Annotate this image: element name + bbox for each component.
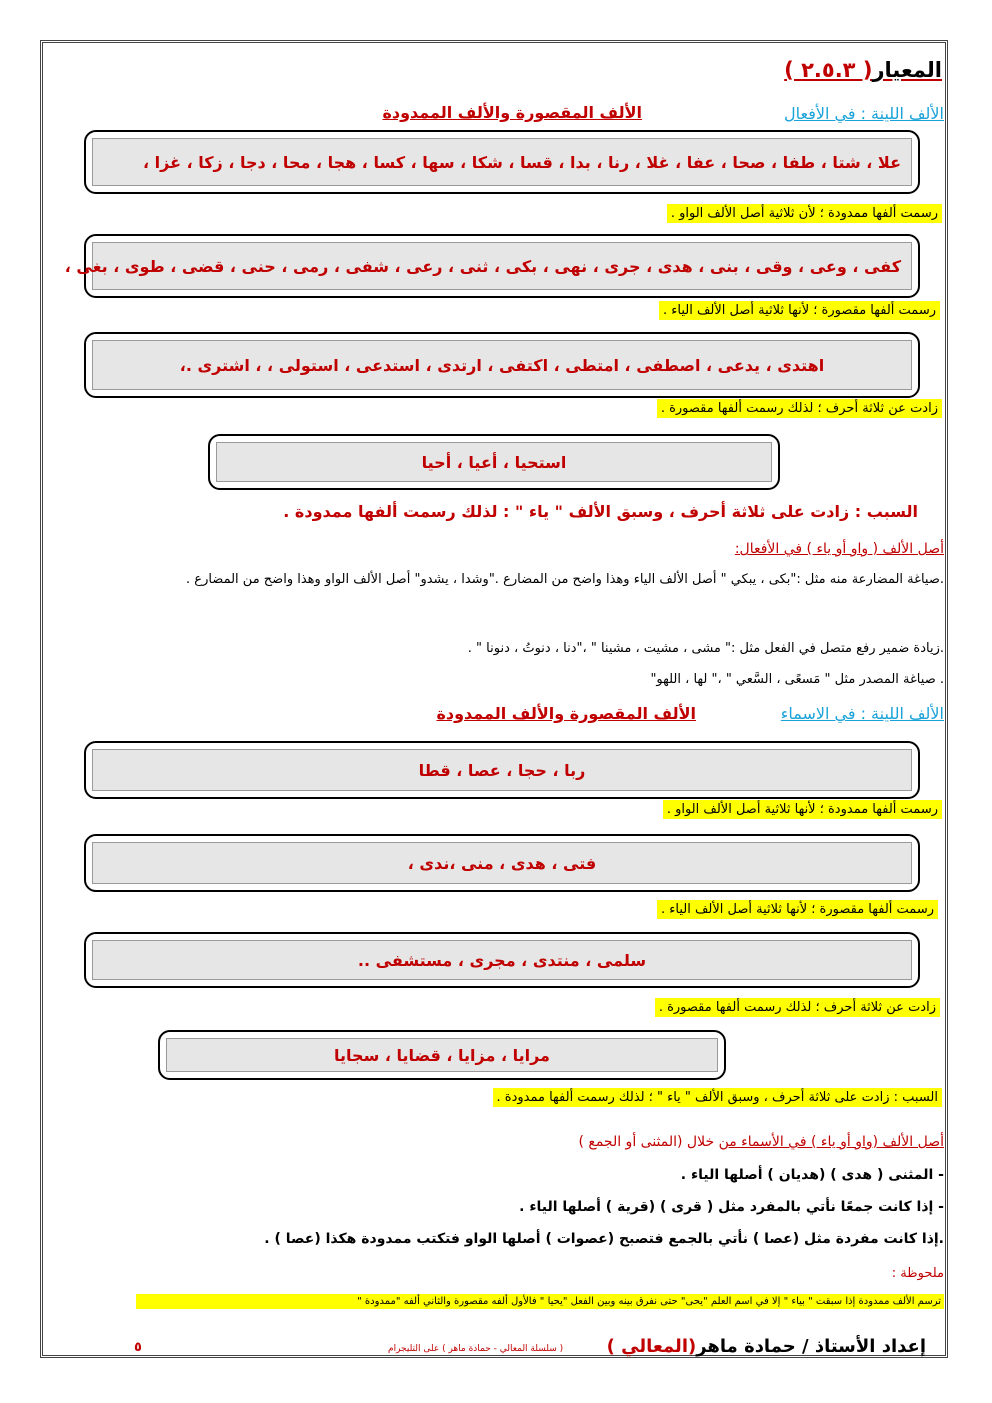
origin-nouns-heading-row	[578, 1134, 944, 1150]
verbs-note-long: زادت عن ثلاثة أحرف ؛ لذلك رسمت ألفها مقصورة .	[657, 399, 942, 418]
verbs-box-long	[84, 332, 920, 398]
verbs-box-yaa-text: كفى ، وعى ، وقى ، بنى ، هدى ، جرى ، نهى ، بكى ، ثنى ، رعى ، شفى ، رمى ، حنى ، قضى ، طوى ، بغى ،	[92, 242, 912, 290]
origin-nouns-line1: - المثنى ( هدى ) (هديان ) أصلها الياء .	[680, 1167, 944, 1183]
verbs-box-yaa	[64, 234, 920, 298]
nouns-note-waw: رسمت ألفها ممدودة ؛ لأنها ثلاثية أصل الألف الواو .	[663, 800, 942, 819]
nouns-box-long	[84, 932, 920, 988]
origin-nouns-heading: أصل الألف (واو أو ياء ) في الأسماء من	[718, 1134, 944, 1150]
nouns-box-yaa-text: فتى ، هدى ، منى ،ندى ،	[92, 842, 912, 884]
verbs-note-yaa: رسمت ألفها مقصورة ؛ لأنها ثلاثية أصل الألف الياء .	[659, 301, 940, 320]
footer-prepared-by: إعداد الأستاذ / حمادة ماهر	[696, 1336, 926, 1357]
page-number: ٥	[134, 1340, 142, 1355]
verbs-note-waw: رسمت ألفها ممدودة ؛ لأن ثلاثية أصل الألف الواو .	[667, 204, 942, 223]
nouns-reason: السبب : زادت على ثلاثة أحرف ، وسبق الألف " ياء " ؛ لذلك رسمت ألفها ممدودة .	[493, 1088, 943, 1107]
origin-nouns-line2: - إذا كانت جمعًا نأتي بالمفرد مثل ( قرى ) (قرية ) أصلها الياء .	[519, 1199, 944, 1215]
origin-verbs-line1: .صياغة المضارعة منه مثل :"بكى ، يبكي " أصل الألف الياء وهذا واضح من المضارع ."وشدا ، يشدو" أصل الألف الواو وهذا واضح من المضارع .	[186, 572, 944, 587]
origin-verbs-line3: . صياغة المصدر مثل " مَسعًى ، السَّعي " ،" لها ، اللهو"	[650, 672, 944, 687]
nouns-box-long-text: سلمى ، منتدى ، مجرى ، مستشفى ..	[92, 940, 912, 980]
page-title	[784, 58, 942, 82]
verbs-box-long-text: اهتدى ، يدعى ، اصطفى ، امتطى ، اكتفى ، ارتدى ، استدعى ، استولى ، ، اشترى .،	[92, 340, 912, 390]
nouns-box-yaa	[84, 834, 920, 892]
remark-label: ملحوظة :	[891, 1266, 944, 1281]
origin-verbs-line2: .زيادة ضمير رفع متصل في الفعل مثل :" مشى ، مشيت ، مشينا " ،"دنا ، دنوتُ ، دنونا " .	[467, 641, 944, 656]
verbs-box-yaa-mamduda	[208, 434, 780, 490]
verbs-box-waw-text: علا ، شتا ، طفا ، صحا ، عفا ، غلا ، رنا ، بدا ، قسا ، شكا ، سها ، كسا ، هجا ، محا ، دجا ، زكا ، غزا ،	[92, 138, 912, 186]
verbs-box-yaa-mamduda-text: استحيا ، أعيا ، أحيا	[216, 442, 772, 482]
nouns-note-long: زادت عن ثلاثة أحرف ؛ لذلك رسمت ألفها مقصورة .	[655, 998, 940, 1017]
footer-nickname: (المعالي )	[606, 1336, 697, 1357]
verbs-reason: السبب : زادت على ثلاثة أحرف ، وسبق الألف " ياء " : لذلك رسمت ألفها ممدودة .	[283, 502, 918, 521]
nouns-box-yaa-mamduda-text: مرايا ، مزايا ، قضايا ، سجايا	[166, 1038, 718, 1072]
remark-text: ترسم الألف ممدودة إذا سبقت " بياء " إلا في اسم العلم "يحى" حتى نفرق بينه وبين الفعل "يحيا " فالأول ألفه مقصورة والثاني ألفه "ممدودة "	[136, 1294, 944, 1309]
nouns-box-waw-text: ربا ، حجا ، عصا ، قطا	[92, 749, 912, 791]
verbs-subtitle-red: الألف المقصورة والألف الممدودة	[382, 103, 642, 122]
nouns-subtitle-red: الألف المقصورة والألف الممدودة	[436, 704, 696, 723]
footer-author	[607, 1336, 926, 1357]
nouns-box-waw	[84, 741, 920, 799]
origin-nouns-line3: .إذا كانت مفردة مثل (عصا ) نأتي بالجمع فتصبح (عصوات ) أصلها الواو فتكتب ممدودة هكذا (عصا ) .	[264, 1231, 944, 1247]
footer-telegram: ( سلسلة المعالي - حمادة ماهر ) على التليجرام	[388, 1344, 564, 1354]
nouns-note-yaa: رسمت ألفها مقصورة ؛ لأنها ثلاثية أصل الألف الياء .	[657, 900, 938, 919]
origin-nouns-heading-rest: خلال (المثنى أو الجمع )	[578, 1134, 715, 1150]
title-label: المعيار	[872, 58, 942, 82]
origin-verbs-heading: أصل الألف ( واو أو ياء ) في الأفعال:	[734, 541, 944, 557]
nouns-subtitle: الألف اللينة : في الاسماء	[780, 704, 944, 723]
nouns-box-yaa-mamduda	[158, 1030, 726, 1080]
verbs-box-waw	[84, 130, 920, 194]
title-code: ( ٢.٥.٣ )	[784, 58, 873, 82]
verbs-subtitle: الألف اللينة : في الأفعال	[783, 104, 944, 123]
